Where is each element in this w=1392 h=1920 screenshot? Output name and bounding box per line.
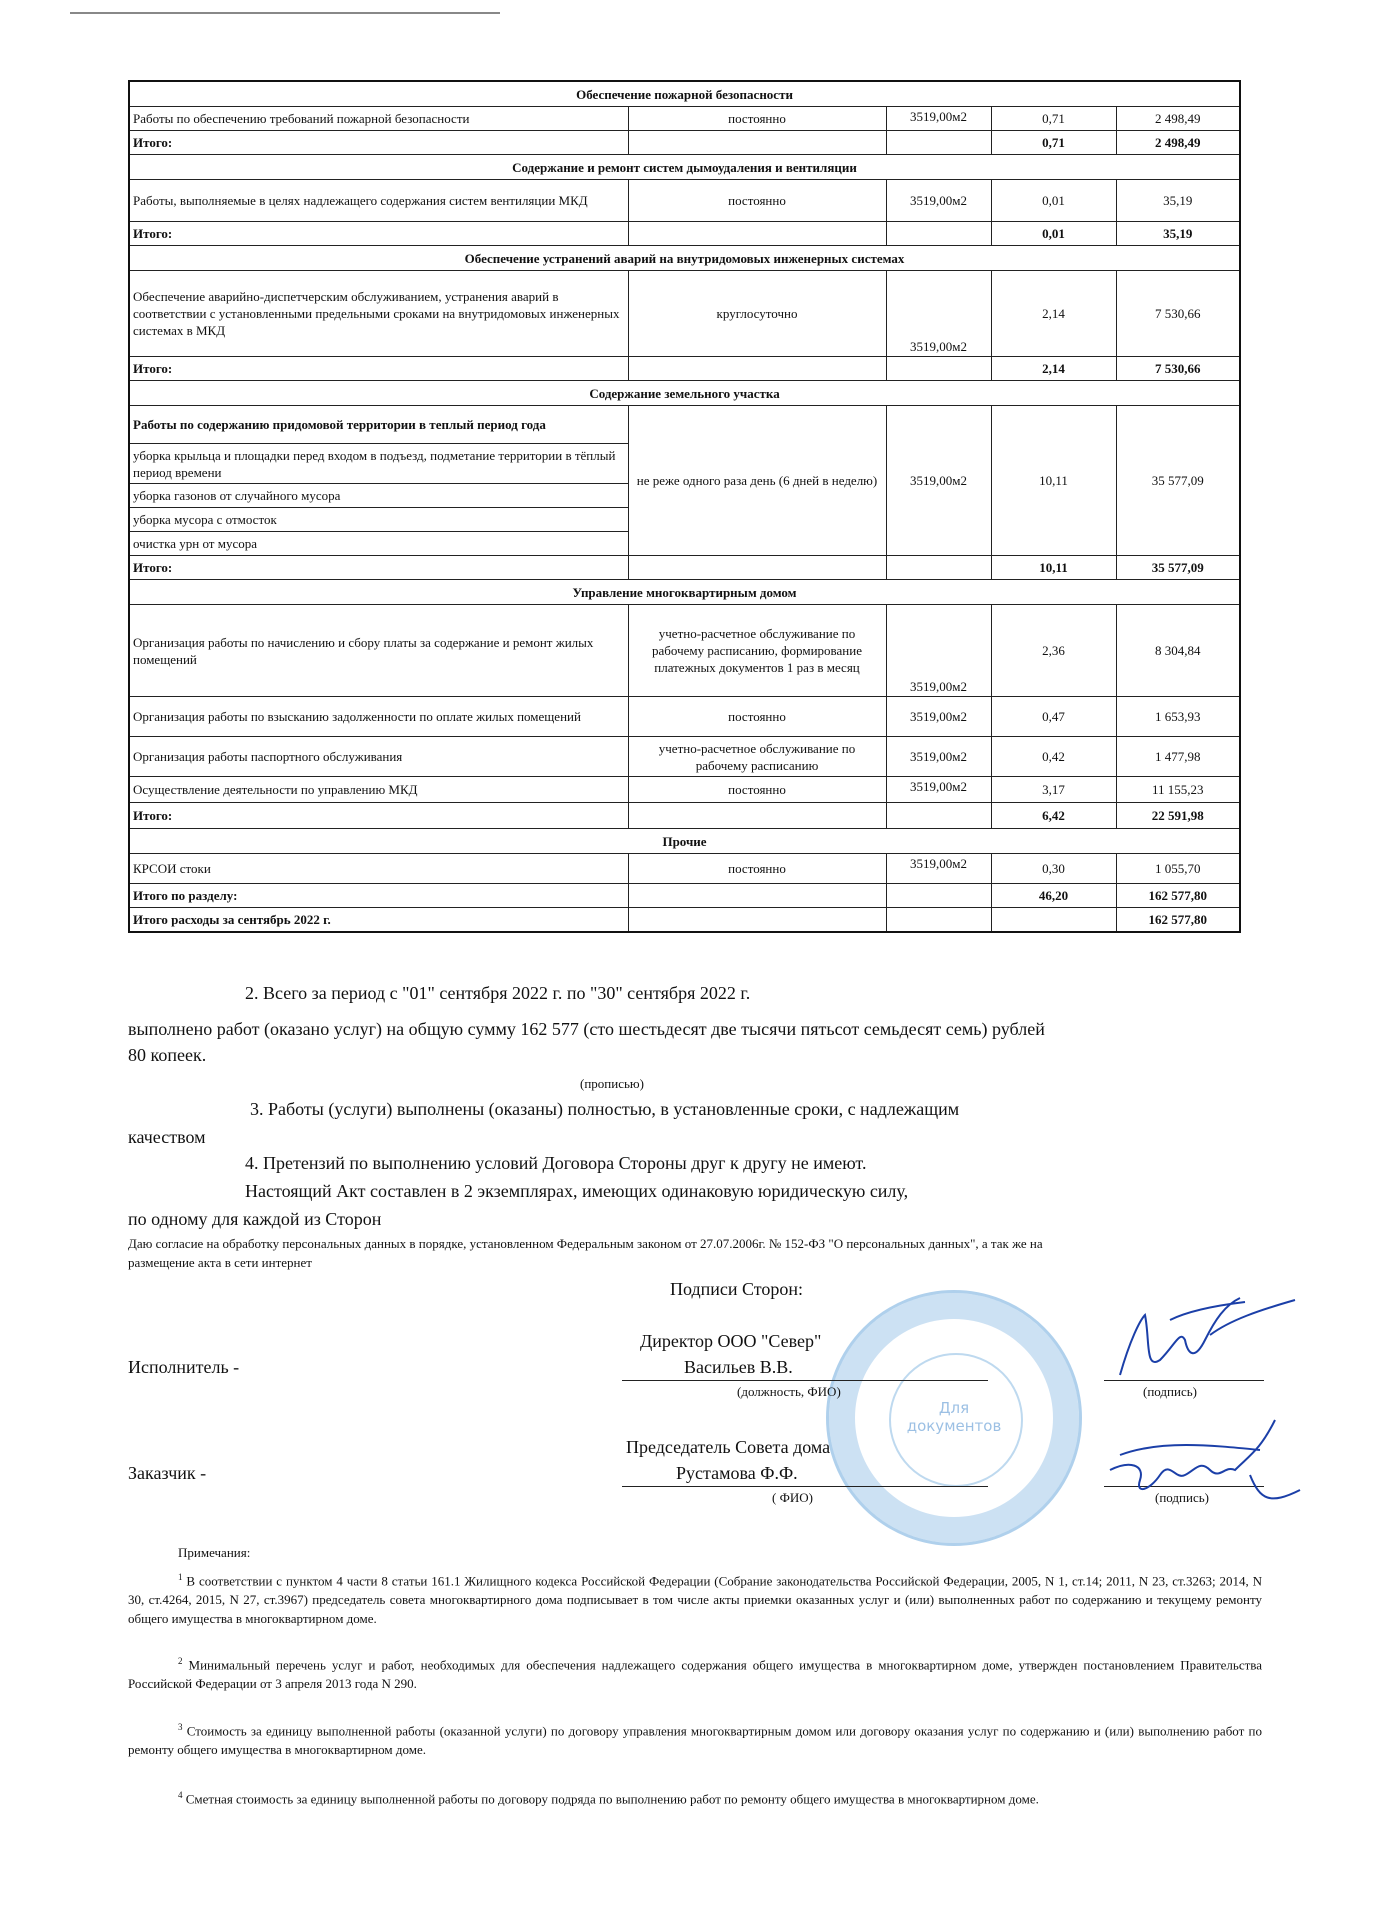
note-2-number: 2 <box>178 1656 183 1666</box>
work-sum: 35,19 <box>1116 180 1240 222</box>
executor-signature <box>1100 1280 1300 1400</box>
total-sum: 7 530,66 <box>1116 357 1240 381</box>
work-sum: 2 498,49 <box>1116 107 1240 131</box>
grand-total-sum: 162 577,80 <box>1116 908 1240 932</box>
work-period: постоянно <box>628 777 886 803</box>
work-area: 3519,00м2 <box>886 737 991 777</box>
section-title: Обеспечение устранений аварий на внутридомовых инженерных системах <box>129 246 1240 271</box>
work-name: очистка урн от мусора <box>129 532 628 556</box>
table-row <box>129 737 1240 777</box>
paragraph-4: 4. Претензий по выполнению условий Договора Стороны друг к другу не имеют. <box>245 1153 867 1173</box>
work-period: круглосуточно <box>628 271 886 357</box>
note-4-text: Сметная стоимость за единицу выполненной работы по договору подряда по выполнению работ по ремонту общего имущества в многоквартирном доме. <box>185 1791 1039 1807</box>
work-name: Работы по содержанию придомовой территории в теплый период года <box>129 406 628 444</box>
table-row <box>129 406 1240 444</box>
company-stamp <box>826 1290 1082 1546</box>
grand-total-label: Итого расходы за сентябрь 2022 г. <box>129 908 628 932</box>
work-area: 3519,00м2 <box>886 107 991 131</box>
section-header-row <box>129 580 1240 605</box>
section-header-row <box>129 381 1240 406</box>
work-name: Организация работы по начислению и сбору платы за содержание и ремонт жилых помещений <box>129 605 628 697</box>
note-3-number: 3 <box>178 1722 183 1732</box>
total-sum: 35,19 <box>1116 222 1240 246</box>
section-header-row <box>129 155 1240 180</box>
note-1-text: В соответствии с пунктом 4 части 8 статьи 161.1 Жилищного кодекса Российской Федерации (Собрание законодательства Российской Федерации, 2005, N 1, ст.14; 2011, N 23, ст.3263; 2014, N 30, ст.4264, 2015, N 27, ст.3967) председатель совета многоквартирного дома подписывает в том числе акты приемки оказанных услуг и (или) выполненных работ по содержанию и текущему ремонту общего имущества в многоквартирном доме. <box>128 1573 1262 1627</box>
propisyu-caption: (прописью) <box>580 1076 644 1091</box>
work-name: уборка крыльца и площадки перед входом в подъезд, подметание территории в тёплый период времени <box>129 444 628 484</box>
table-row <box>129 697 1240 737</box>
grand-total-row <box>129 908 1240 932</box>
work-name: Обеспечение аварийно-диспетчерским обслуживанием, устранения аварий в соответствии с установленными предельными сроками на внутридомовых инженерных системах в МКД <box>129 271 628 357</box>
section-title: Прочие <box>129 829 1240 854</box>
note-3-text: Стоимость за единицу выполненной работы (оказанной услуги) по договору управления многоквартирным домом или договору оказания услуг по содержанию и (или) выполнению работ по ремонту общего имущества в многоквартирном доме. <box>128 1723 1263 1758</box>
work-period: учетно-расчетное обслуживание по рабочему расписанию, формирование платежных документов 1 раз в месяц <box>628 605 886 697</box>
work-area: 3519,00м2 <box>886 605 991 697</box>
paragraph-3-line2: качеством <box>128 1127 206 1147</box>
work-rate: 2,36 <box>991 605 1116 697</box>
work-rate: 0,01 <box>991 180 1116 222</box>
total-sum: 35 577,09 <box>1116 556 1240 580</box>
work-name: Работы по обеспечению требований пожарной безопасности <box>129 107 628 131</box>
work-rate: 0,42 <box>991 737 1116 777</box>
section-title: Обеспечение пожарной безопасности <box>129 81 1240 107</box>
note-4-number: 4 <box>178 1790 183 1800</box>
customer-caption: ( ФИО) <box>772 1490 813 1505</box>
note-1 <box>128 1568 1262 1628</box>
work-rate: 0,47 <box>991 697 1116 737</box>
executor-label: Исполнитель - <box>128 1357 240 1377</box>
work-area: 3519,00м2 <box>886 406 991 556</box>
work-sum: 8 304,84 <box>1116 605 1240 697</box>
section-total-label: Итого по разделу: <box>129 884 628 908</box>
total-label: Итого: <box>129 357 628 381</box>
total-row <box>129 357 1240 381</box>
work-period: постоянно <box>628 697 886 737</box>
note-2-text: Минимальный перечень услуг и работ, необходимых для обеспечения надлежащего содержания общего имущества в многоквартирном доме, утвержден постановлением Правительства Российской Федерации от 3 апреля 2013 года N 290. <box>128 1657 1263 1692</box>
work-name: уборка мусора с отмосток <box>129 508 628 532</box>
work-period: постоянно <box>628 854 886 884</box>
work-period: постоянно <box>628 107 886 131</box>
paragraph-2-heading: 2. Всего за период с "01" сентября 2022 г. по "30" сентября 2022 г. <box>245 983 751 1003</box>
section-header-row <box>129 246 1240 271</box>
total-row <box>129 803 1240 829</box>
work-area: 3519,00м2 <box>886 777 991 803</box>
total-rate: 6,42 <box>991 803 1116 829</box>
section-title: Содержание земельного участка <box>129 381 1240 406</box>
executor-sign-caption: (подпись) <box>1143 1384 1197 1399</box>
work-name: Осуществление деятельности по управлению МКД <box>129 777 628 803</box>
section-total-rate: 46,20 <box>991 884 1116 908</box>
section-title: Управление многоквартирным домом <box>129 580 1240 605</box>
table-row <box>129 180 1240 222</box>
work-rate: 0,30 <box>991 854 1116 884</box>
total-sum: 22 591,98 <box>1116 803 1240 829</box>
table-row <box>129 605 1240 697</box>
work-period: не реже одного раза день (6 дней в неделю) <box>628 406 886 556</box>
work-sum: 35 577,09 <box>1116 406 1240 556</box>
executor-caption: (должность, ФИО) <box>737 1384 841 1399</box>
notes-title: Примечания: <box>178 1545 251 1560</box>
work-rate: 10,11 <box>991 406 1116 556</box>
services-table <box>128 80 1241 933</box>
note-4 <box>128 1786 1262 1808</box>
table-row <box>129 854 1240 884</box>
table-row <box>129 107 1240 131</box>
work-period: учетно-расчетное обслуживание по рабочему расписанию <box>628 737 886 777</box>
work-name: Организация работы паспортного обслуживания <box>129 737 628 777</box>
work-name: Организация работы по взысканию задолженности по оплате жилых помещений <box>129 697 628 737</box>
consent-line1: Даю согласие на обработку персональных данных в порядке, установленном Федеральным законом от 27.07.2006г. № 152-ФЗ "О персональных данных", а так же на <box>128 1236 1043 1251</box>
work-name: Работы, выполняемые в целях надлежащего содержания систем вентиляции МКД <box>129 180 628 222</box>
customer-label: Заказчик - <box>128 1463 207 1483</box>
customer-position: Председатель Совета дома <box>626 1437 831 1457</box>
work-rate: 0,71 <box>991 107 1116 131</box>
executor-name-line <box>622 1380 988 1381</box>
customer-signature <box>1100 1410 1310 1510</box>
total-rate: 0,01 <box>991 222 1116 246</box>
total-label: Итого: <box>129 222 628 246</box>
work-rate: 2,14 <box>991 271 1116 357</box>
total-label: Итого: <box>129 803 628 829</box>
stamp-text: Для документов <box>906 1399 1002 1435</box>
executor-name: Васильев В.В. <box>684 1357 793 1377</box>
work-area: 3519,00м2 <box>886 180 991 222</box>
total-label: Итого: <box>129 131 628 155</box>
work-sum: 1 653,93 <box>1116 697 1240 737</box>
consent-line2: размещение акта в сети интернет <box>128 1255 312 1270</box>
top-rule <box>70 12 500 14</box>
table-row <box>129 777 1240 803</box>
work-sum: 1 477,98 <box>1116 737 1240 777</box>
total-rate: 0,71 <box>991 131 1116 155</box>
customer-name-line <box>622 1486 988 1487</box>
signatures-header: Подписи Сторон: <box>670 1279 804 1299</box>
work-area: 3519,00м2 <box>886 271 991 357</box>
paragraph-5-line1: Настоящий Акт составлен в 2 экземплярах, имеющих одинаковую юридическую силу, <box>245 1181 909 1201</box>
total-row <box>129 131 1240 155</box>
work-sum: 1 055,70 <box>1116 854 1240 884</box>
section-header-row <box>129 81 1240 107</box>
section-title: Содержание и ремонт систем дымоудаления и вентиляции <box>129 155 1240 180</box>
customer-sign-caption: (подпись) <box>1155 1490 1209 1505</box>
total-sum: 2 498,49 <box>1116 131 1240 155</box>
work-sum: 11 155,23 <box>1116 777 1240 803</box>
note-2 <box>128 1652 1262 1693</box>
paragraph-2-line2: 80 копеек. <box>128 1045 207 1065</box>
table-row <box>129 271 1240 357</box>
work-sum: 7 530,66 <box>1116 271 1240 357</box>
work-rate: 3,17 <box>991 777 1116 803</box>
total-rate: 10,11 <box>991 556 1116 580</box>
work-name: уборка газонов от случайного мусора <box>129 484 628 508</box>
section-total-sum: 162 577,80 <box>1116 884 1240 908</box>
work-name: КРСОИ стоки <box>129 854 628 884</box>
section-header-row <box>129 829 1240 854</box>
total-rate: 2,14 <box>991 357 1116 381</box>
total-row <box>129 556 1240 580</box>
customer-name: Рустамова Ф.Ф. <box>676 1463 798 1483</box>
paragraph-2-line1: выполнено работ (оказано услуг) на общую сумму 162 577 (сто шестьдесят две тысячи пятьсот семьдесят семь) рублей <box>128 1019 1045 1039</box>
section-total-row <box>129 884 1240 908</box>
work-period: постоянно <box>628 180 886 222</box>
note-1-number: 1 <box>178 1572 183 1582</box>
paragraph-3-line1: 3. Работы (услуги) выполнены (оказаны) полностью, в установленные сроки, с надлежащим <box>250 1099 960 1119</box>
executor-position: Директор ООО "Север" <box>640 1331 822 1351</box>
work-area: 3519,00м2 <box>886 854 991 884</box>
total-label: Итого: <box>129 556 628 580</box>
total-row <box>129 222 1240 246</box>
paragraph-5-line2: по одному для каждой из Сторон <box>128 1209 382 1229</box>
work-area: 3519,00м2 <box>886 697 991 737</box>
note-3 <box>128 1718 1262 1759</box>
